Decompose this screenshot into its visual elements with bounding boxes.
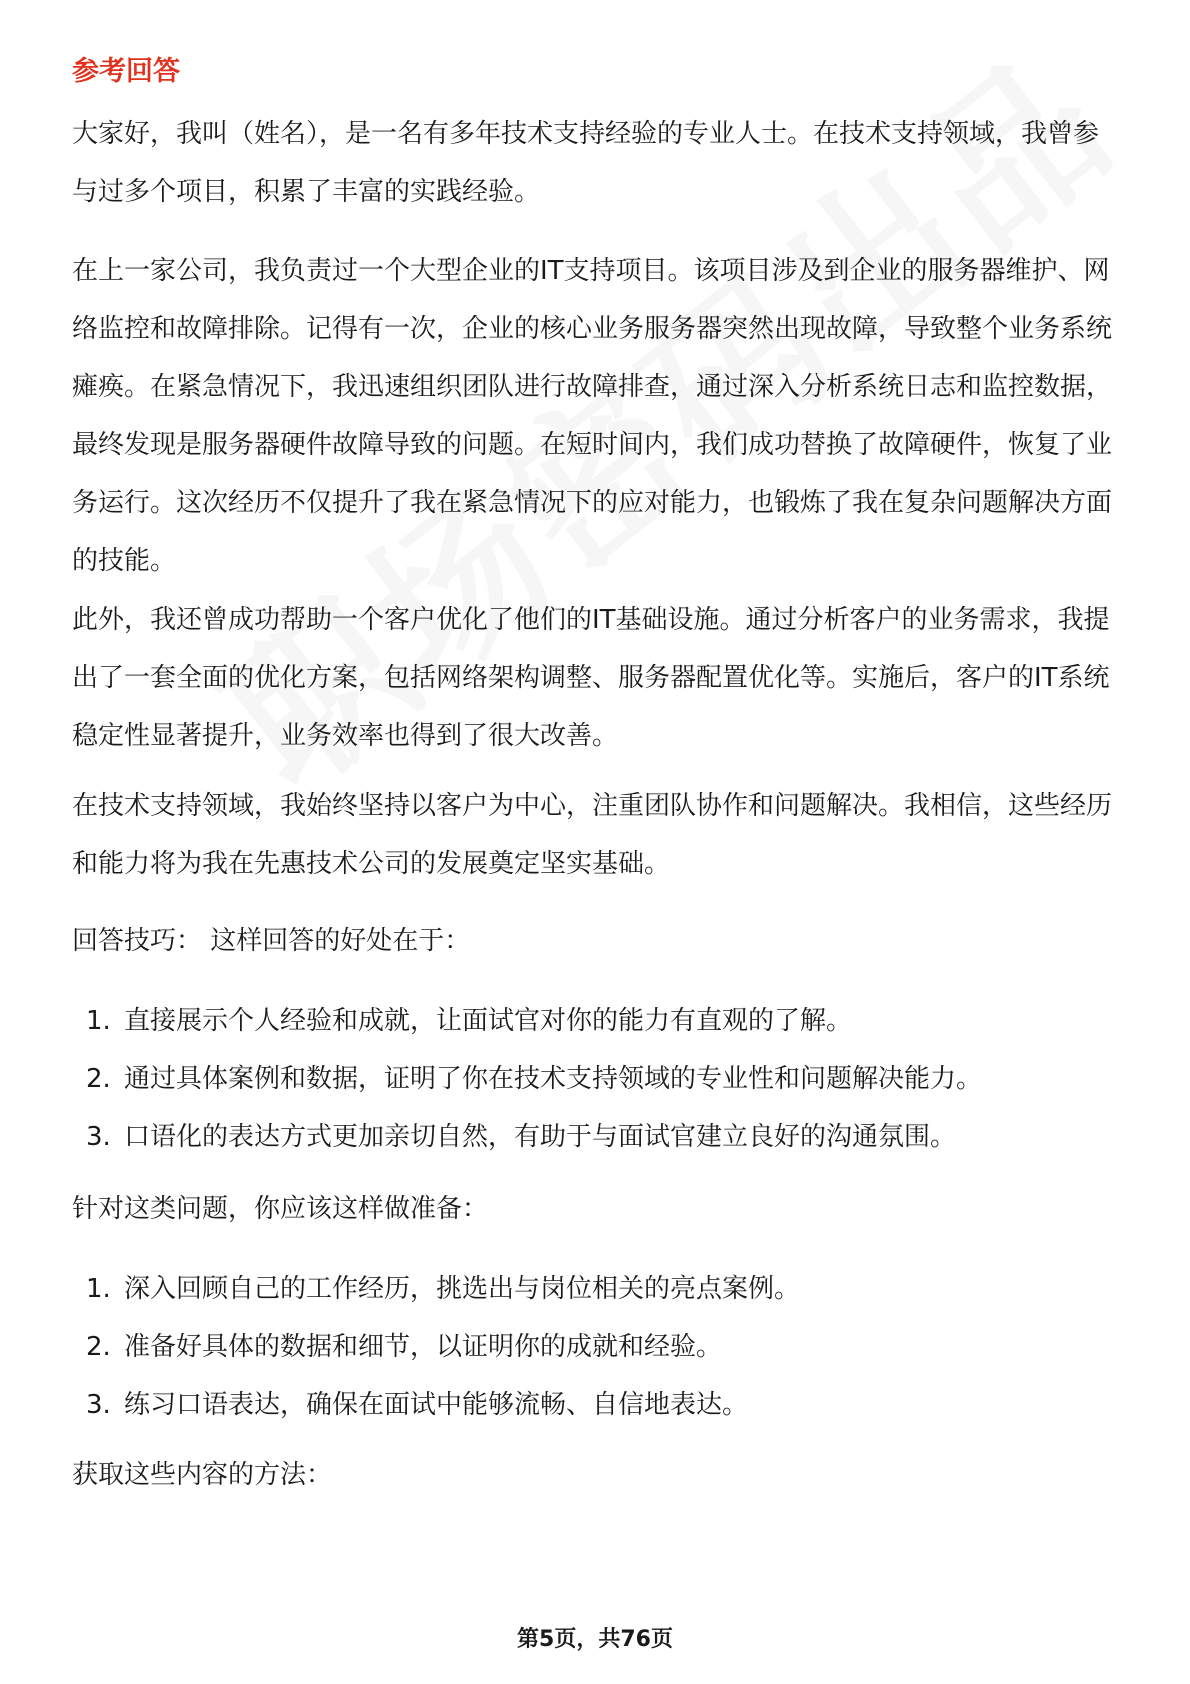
- list-text: 通过具体案例和数据，证明了你在技术支持领域的专业性和问题解决能力。: [124, 1064, 983, 1094]
- list-text: 口语化的表达方式更加亲切自然，有助于与面试官建立良好的沟通氛围。: [124, 1122, 957, 1152]
- list-number: 2.: [86, 1332, 111, 1362]
- page-number: 第5页，共76页: [517, 1627, 673, 1652]
- list-item: [72, 1050, 1122, 1108]
- list-number: 1.: [86, 1006, 111, 1036]
- list-number: 3.: [86, 1390, 111, 1420]
- list-item: [72, 1318, 1122, 1376]
- list-text: 直接展示个人经验和成就，让面试官对你的能力有直观的了解。: [124, 1006, 853, 1036]
- tips-title: 回答技巧： 这样回答的好处在于：: [72, 926, 471, 956]
- list-text: 练习口语表达，确保在面试中能够流畅、自信地表达。: [124, 1390, 749, 1420]
- list-number: 3.: [86, 1122, 111, 1152]
- optimization-paragraph: 此外，我还曾成功帮助一个客户优化了他们的IT基础设施。通过分析客户的业务需求，我提出了一套全面的优化方案，包括网络架构调整、服务器配置优化等。实施后，客户的IT系统稳定性显著提升，业务效率也得到了很大改善。: [72, 605, 1110, 751]
- intro-paragraph: 大家好，我叫（姓名），是一名有多年技术支持经验的专业人士。在技术支持领域，我曾参与过多个项目，积累了丰富的实践经验。: [72, 119, 1100, 207]
- experience-paragraph: 在上一家公司，我负责过一个大型企业的IT支持项目。该项目涉及到企业的服务器维护、网络监控和故障排除。记得有一次，企业的核心业务服务器突然出现故障，导致整个业务系统瘫痪。在紧急情况下，我迅速组织团队进行故障排查，通过深入分析系统日志和监控数据，最终发现是服务器硬件故障导致的问题。在短时间内，我们成功替换了故障硬件，恢复了业务运行。这次经历不仅提升了我在紧急情况下的应对能力，也锻炼了我在复杂问题解决方面的技能。: [72, 256, 1113, 576]
- list-item: [72, 1376, 1122, 1434]
- list-text: 深入回顾自己的工作经历，挑选出与岗位相关的亮点案例。: [124, 1274, 801, 1304]
- list-item: [72, 1260, 1122, 1318]
- tips-list: [72, 992, 1122, 1166]
- list-item: [72, 1108, 1122, 1166]
- list-text: 准备好具体的数据和细节，以证明你的成就和经验。: [124, 1332, 723, 1362]
- section-heading: 参考回答: [72, 56, 180, 87]
- list-number: 1.: [86, 1274, 111, 1304]
- list-number: 2.: [86, 1064, 111, 1094]
- list-item: [72, 992, 1122, 1050]
- prep-list: [72, 1260, 1122, 1434]
- closing-paragraph: 在技术支持领域，我始终坚持以客户为中心，注重团队协作和问题解决。我相信，这些经历和能力将为我在先惠技术公司的发展奠定坚实基础。: [72, 791, 1113, 879]
- method-title: 获取这些内容的方法：: [72, 1460, 333, 1490]
- prep-title: 针对这类问题，你应该这样做准备：: [72, 1194, 489, 1224]
